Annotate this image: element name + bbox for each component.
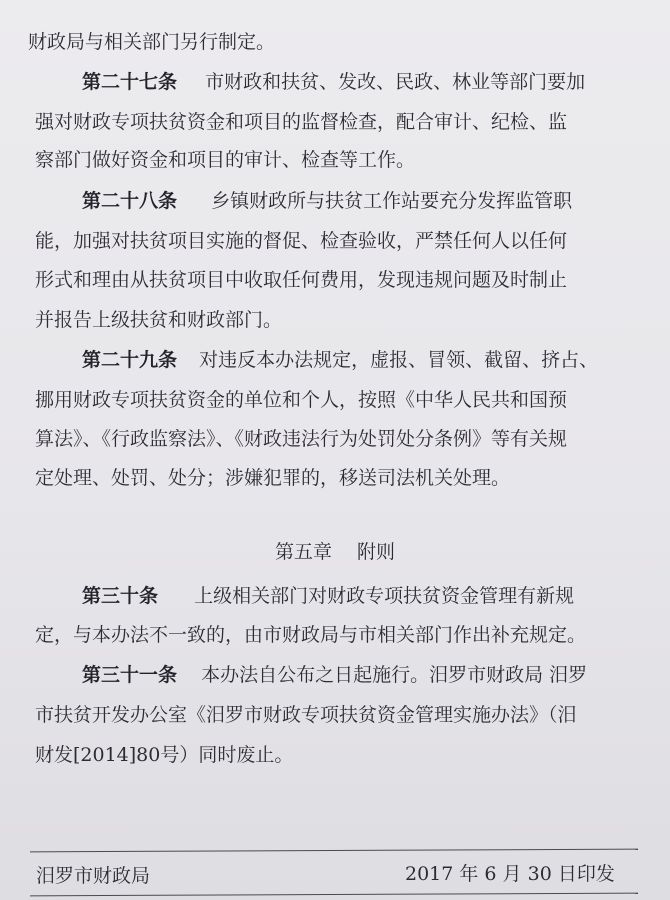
text-line [35, 110, 635, 134]
chapter-heading: 第五章 附则 [274, 541, 396, 563]
footer-top-rule [30, 849, 638, 853]
body-text: 并报告上级扶贫和财政部门。 [35, 309, 283, 331]
body-text: 挪用财政专项扶贫资金的单位和个人，按照《中华人民共和国预 [35, 389, 568, 411]
text-line [35, 743, 635, 767]
body-text: 上级相关部门对财政专项扶贫资金管理有新规 [194, 585, 575, 607]
body-text: 强对财政专项扶贫资金和项目的监督检查，配合审计、纪检、监 [35, 111, 568, 133]
body-text: 乡镇财政所与扶贫工作站要充分发挥监管职 [211, 190, 573, 212]
body-text: 形式和理由从扶贫项目中收取任何费用，发现违规问题及时制止 [35, 269, 568, 291]
body-text: 察部门做好资金和项目的审计、检查等工作。 [35, 149, 416, 171]
text-line [35, 427, 635, 451]
text-line [35, 268, 635, 292]
body-text: 市财政和扶贫、发改、民政、林业等部门要加 [205, 71, 586, 93]
body-text: 市扶贫开发办公室《汨罗市财政专项扶贫资金管理实施办法》（汨 [35, 704, 577, 726]
footer-issuer: 汨罗市财政局 [36, 865, 151, 887]
body-text: 财政局与相关部门另行制定。 [28, 31, 276, 53]
text-line [35, 308, 635, 332]
article-29-label: 第二十九条 [82, 349, 178, 371]
text-line [35, 703, 635, 727]
text-line [35, 229, 635, 253]
text-line [35, 148, 635, 172]
body-text: 能，加强对扶贫项目实施的督促、检查验收，严禁任何人以任何 [35, 230, 568, 252]
text-line [28, 30, 638, 54]
body-text: 对违反本办法规定，虚报、冒领、截留、挤占、 [199, 349, 599, 371]
body-text: 定处理、处罚、处分；涉嫌犯罪的，移送司法机关处理。 [35, 467, 511, 489]
text-line [35, 388, 635, 412]
body-text: 本办法自公布之日起施行。汨罗市财政局 汨罗 [201, 664, 588, 686]
body-text: 财发[2014]80号）同时废止。 [35, 744, 294, 766]
article-30-label: 第三十条 [82, 585, 159, 607]
text-line [35, 623, 635, 647]
article-29-line [82, 348, 637, 372]
body-text: 算法》、《行政监察法》、《财政违法行为处罚处分条例》等有关规 [35, 428, 568, 450]
article-27-label: 第二十七条 [82, 71, 178, 93]
body-text: 定，与本办法不一致的，由市财政局与市相关部门作出补充规定。 [35, 624, 587, 646]
footer-date: 2017 年 6 月 30 日印发 [405, 863, 615, 885]
text-line [35, 466, 635, 490]
article-31-line [82, 663, 637, 687]
footer-bottom-rule [30, 893, 638, 897]
article-31-label: 第三十一条 [82, 664, 178, 686]
article-28-line [82, 189, 637, 213]
article-27-line [82, 70, 637, 94]
article-30-line [82, 584, 637, 608]
article-28-label: 第二十八条 [82, 190, 178, 212]
